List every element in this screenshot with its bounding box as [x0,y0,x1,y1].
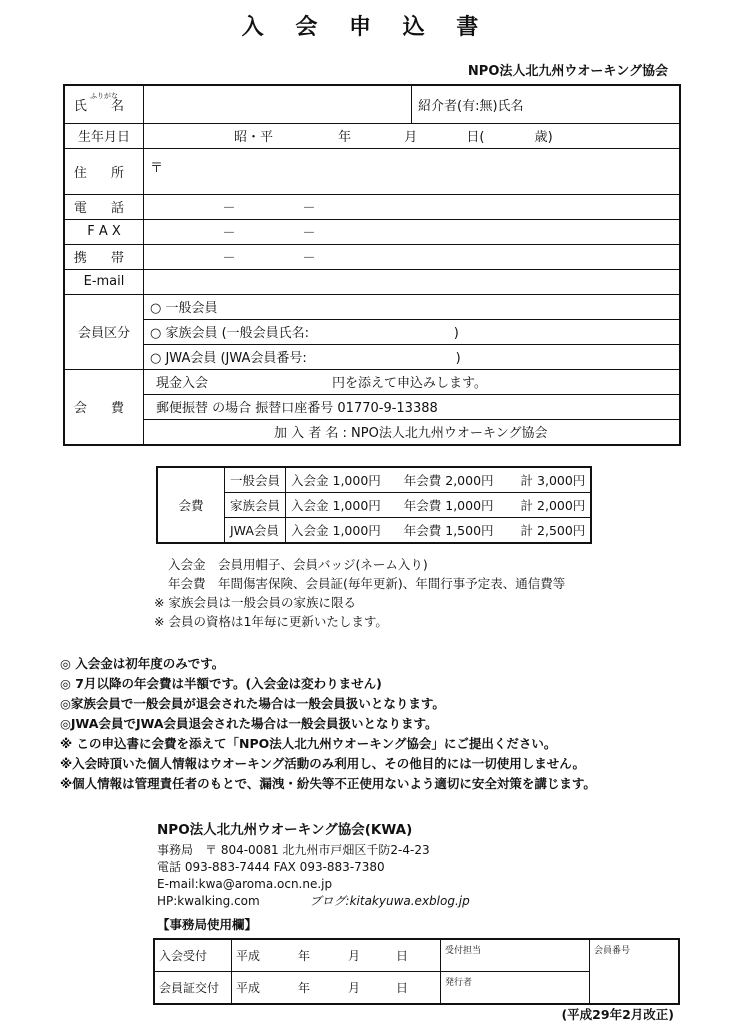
office-use-table [153,938,680,1005]
intake-date [232,939,441,972]
member-type-general-label: ○ 一般会員 [150,301,218,316]
intake-day: 日 [396,949,409,963]
birth-field[interactable] [144,123,681,148]
mobile-dash-1: － [222,251,236,266]
notice-item: ※個人情報は管理責任者のもとで、漏洩・紛失等不正使用ないよう適切に安全対策を講じます。 [60,776,596,791]
birth-era: 昭・平 [234,130,274,145]
office-email: E-mail:kwa@aroma.ocn.ne.jp [157,877,333,891]
office-phone: 電話 093-883-7444 FAX 093-883-7380 [157,860,385,874]
issue-year: 年 [298,981,311,995]
revision-note: (平成29年2月改正) [561,1007,674,1022]
fee-type-jwa: JWA会員 [225,518,286,544]
address-label: 住 所 [64,148,144,194]
card-issue-date [232,972,441,1005]
fee-entry-family: 入会金 1,000円 [286,493,386,518]
issue-month: 月 [348,981,361,995]
fee-table-label: 会費 [157,467,225,543]
email-label: E-mail [64,269,144,294]
fee-note: 年会費 年間傷害保険、会員証(毎年更新)、年間行事予定表、通信費等 [168,576,566,591]
fee-cash-text: 現金入会 円を添えて申込みします。 [156,376,487,391]
fax-field[interactable] [144,219,681,244]
issue-day: 日 [396,981,409,995]
fee-notes [154,555,566,631]
fee-table [156,466,592,544]
notice-item: ◎JWA会員でJWA会員退会された場合は一般会員扱いとなります。 [60,716,438,731]
member-type-label: 会員区分 [64,294,144,369]
intake-year: 年 [298,949,311,963]
phone-dash-1: － [222,201,236,216]
birth-month: 月 [404,130,418,145]
fee-annual-jwa: 年会費 1,500円 [386,518,499,544]
fax-label: F A X [64,219,144,244]
notice-item: ◎家族会員で一般会員が退会された場合は一般会員扱いとなります。 [60,696,445,711]
fee-total-general: 計 3,000円 [499,467,592,493]
application-form [63,84,681,446]
fax-dash-1: － [222,226,236,241]
name-field[interactable] [144,85,412,123]
phone-field[interactable] [144,194,681,219]
notice-item: ◎ 7月以降の年会費は半額です。(入会金は変わりません) [60,676,382,691]
notices [60,654,596,794]
mobile-field[interactable] [144,244,681,269]
office-web [157,893,470,910]
phone-dash-2: － [302,201,316,216]
fee-annual-general: 年会費 2,000円 [386,467,499,493]
notice-item: ※ この申込書に会費を添えて「NPO法人北九州ウオーキング協会」にご提出ください。 [60,736,557,751]
mobile-label: 携 帯 [64,244,144,269]
fee-entry-general: 入会金 1,000円 [286,467,386,493]
issue-era: 平成 [236,981,261,995]
fee-transfer-row [144,394,681,419]
fee-cash-row[interactable] [144,369,681,394]
fee-note: ※ 家族会員は一般会員の家族に限る [154,595,356,610]
issuer-cell: 発行者 [441,972,590,1005]
address-field[interactable] [144,148,681,194]
mobile-dash-2: － [302,251,316,266]
fee-payee-text: 加 入 者 名 : NPO法人北九州ウオーキング協会 [274,426,548,441]
fee-total-jwa: 計 2,500円 [499,518,592,544]
intake-month: 月 [348,949,361,963]
fee-annual-family: 年会費 1,000円 [386,493,499,518]
member-type-jwa[interactable] [144,344,681,369]
office-name: NPO法人北九州ウオーキング協会(KWA) [157,822,413,838]
member-number-cell: 会員番号 [590,939,680,1004]
fax-dash-2: － [302,226,316,241]
fee-type-general: 一般会員 [225,467,286,493]
office-hp: HP:kwalking.com [157,894,260,908]
fee-note: ※ 会員の資格は1年毎に更新いたします。 [154,614,388,629]
member-type-jwa-label: ○ JWA会員 (JWA会員番号: ) [150,351,461,366]
birth-label: 生年月日 [64,123,144,148]
member-type-family-label: ○ 家族会員 (一般会員氏名: ) [150,326,459,341]
office-address: 事務局 〒 804-0081 北九州市戸畑区千防2-4-23 [157,843,430,857]
fee-note: 入会金 会員用帽子、会員バッジ(ネーム入り) [168,557,428,572]
page-title: 入 会 申 込 書 [241,15,491,40]
name-label-cell [64,85,144,123]
office-blog: ブログ:kitakyuwa.exblog.jp [309,894,470,908]
fee-total-family: 計 2,000円 [499,493,592,518]
birth-year: 年 [338,130,352,145]
intake-label: 入会受付 [154,939,232,972]
fee-payee-row [144,419,681,445]
member-type-family[interactable] [144,319,681,344]
email-field[interactable] [144,269,681,294]
birth-age: 歳) [534,130,553,145]
member-type-general[interactable] [144,294,681,319]
fee-transfer-text: 郵便振替 の場合 振替口座番号 01770-9-13388 [156,401,438,416]
office-use-header: 【事務局使用欄】 [157,917,258,932]
intake-era: 平成 [236,949,261,963]
furigana-label: ふりがな [90,92,118,101]
notice-item: ※入会時頂いた個人情報はウオーキング活動のみ利用し、その他目的には一切使用しません。 [60,756,586,771]
fee-type-family: 家族会員 [225,493,286,518]
notice-item: ◎ 入会金は初年度のみです。 [60,656,225,671]
office-info [157,822,470,933]
postal-mark: 〒 [150,160,164,176]
organization-name: NPO法人北九州ウオーキング協会 [467,64,668,79]
fee-entry-jwa: 入会金 1,000円 [286,518,386,544]
name-label: 氏 名 [73,99,135,115]
card-issue-label: 会員証交付 [154,972,232,1005]
fee-label: 会 費 [64,369,144,445]
birth-day: 日( [466,130,485,145]
receiver-cell: 受付担当 [441,939,590,972]
introducer-field[interactable] [412,85,681,123]
introducer-label: 紹介者(有:無)氏名 [418,98,524,114]
phone-label: 電 話 [64,194,144,219]
